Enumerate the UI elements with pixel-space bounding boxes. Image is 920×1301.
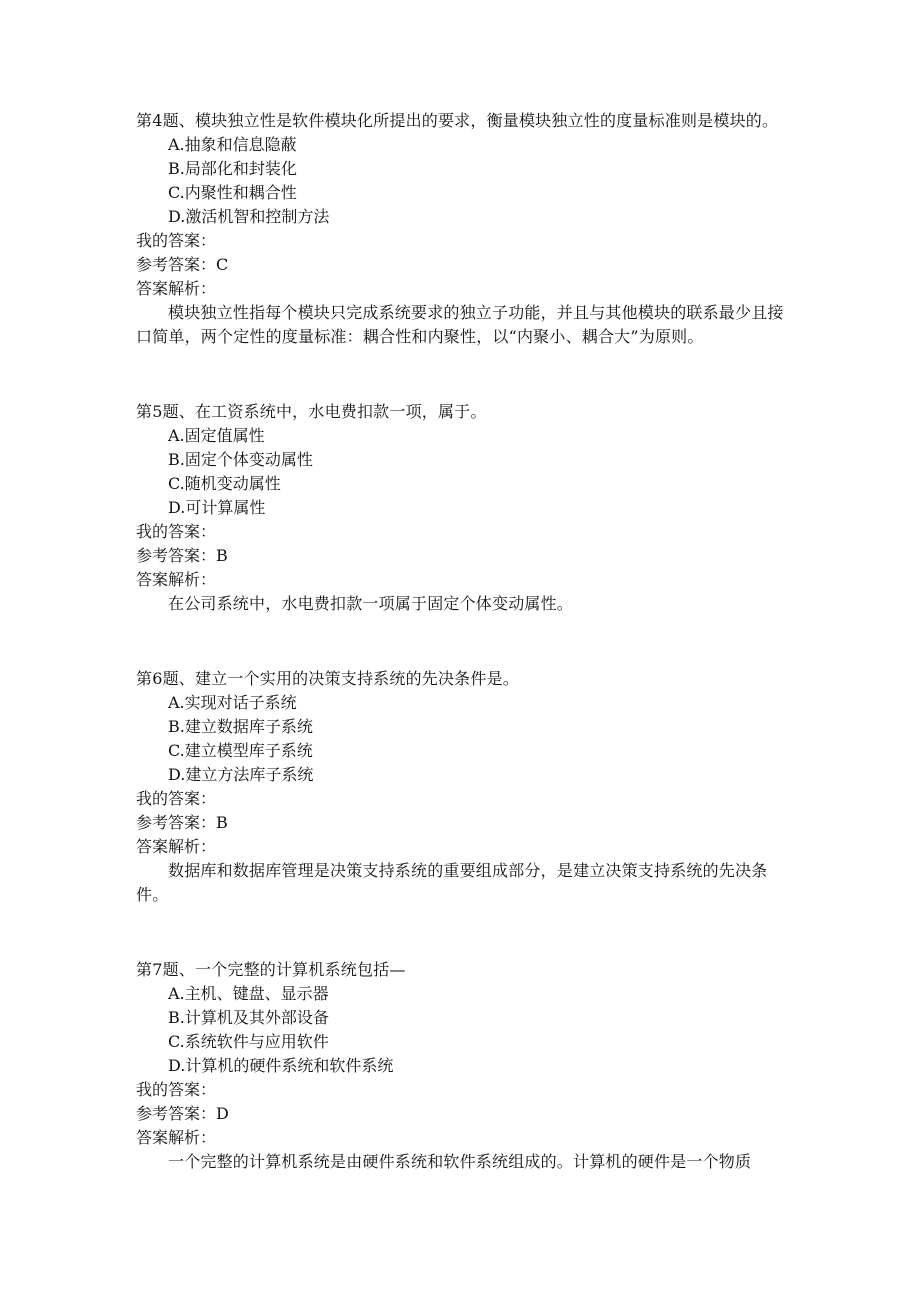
reference-answer-value: C (216, 255, 229, 274)
reference-answer-label: 参考答案： (136, 813, 217, 832)
explanation-label: 答案解析： (136, 837, 217, 856)
option-c: C.建立模型库子系统 (168, 741, 313, 760)
option-b: B.计算机及其外部设备 (168, 1008, 329, 1027)
explanation-text: 在公司系统中，水电费扣款一项属于固定个体变动属性。 (168, 594, 574, 613)
reference-answer-value: B (216, 546, 228, 565)
question-stem: 第4题、模块独立性是软件模块化所提出的要求，衡量模块独立性的度量标准则是模块的。 (136, 111, 779, 130)
option-d: D.可计算属性 (168, 498, 266, 517)
option-a: A.固定值属性 (168, 426, 265, 445)
option-a: A.抽象和信息隐蔽 (168, 135, 297, 154)
reference-answer (136, 253, 786, 277)
option-d: D.计算机的硬件系统和软件系统 (168, 1056, 394, 1075)
my-answer-label: 我的答案： (136, 1080, 217, 1099)
question-stem: 第6题、建立一个实用的决策支持系统的先决条件是。 (136, 669, 519, 688)
question-7 (136, 958, 786, 1174)
option-d: D.建立方法库子系统 (168, 765, 314, 784)
option-b: B.建立数据库子系统 (168, 717, 313, 736)
option-a: A.实现对话子系统 (168, 693, 297, 712)
option-a: A.主机、键盘、显示器 (168, 984, 329, 1003)
explanation-text: 数据库和数据库管理是决策支持系统的重要组成部分，是建立决策支持系统的先决条件。 (136, 861, 768, 904)
option-c: C.内聚性和耦合性 (168, 183, 297, 202)
reference-answer (136, 811, 786, 835)
reference-answer (136, 1102, 786, 1126)
option-d: D.激活机智和控制方法 (168, 207, 330, 226)
explanation-text: 模块独立性指每个模块只完成系统要求的独立子功能，并且与其他模块的联系最少且接口简单，两个定性的度量标准：耦合性和内聚性，以“内聚小、耦合大”为原则。 (136, 303, 784, 346)
option-b: B.局部化和封装化 (168, 159, 297, 178)
reference-answer-label: 参考答案： (136, 546, 217, 565)
reference-answer-label: 参考答案： (136, 1104, 217, 1123)
my-answer-label: 我的答案： (136, 789, 217, 808)
question-4 (136, 109, 786, 349)
option-c: C.随机变动属性 (168, 474, 281, 493)
reference-answer (136, 544, 786, 568)
explanation-label: 答案解析： (136, 1128, 217, 1147)
option-b: B.固定个体变动属性 (168, 450, 313, 469)
question-6 (136, 667, 786, 907)
my-answer-label: 我的答案： (136, 231, 217, 250)
question-stem: 第7题、一个完整的计算机系统包括— (136, 960, 406, 979)
document-page (136, 109, 786, 1225)
my-answer-label: 我的答案： (136, 522, 217, 541)
reference-answer-label: 参考答案： (136, 255, 217, 274)
explanation-text: 一个完整的计算机系统是由硬件系统和软件系统组成的。计算机的硬件是一个物质 (168, 1152, 752, 1171)
reference-answer-value: D (216, 1104, 229, 1123)
explanation-label: 答案解析： (136, 279, 217, 298)
explanation-label: 答案解析： (136, 570, 217, 589)
question-stem: 第5题、在工资系统中，水电费扣款一项，属于。 (136, 402, 487, 421)
reference-answer-value: B (216, 813, 228, 832)
option-c: C.系统软件与应用软件 (168, 1032, 329, 1051)
question-5 (136, 400, 786, 616)
